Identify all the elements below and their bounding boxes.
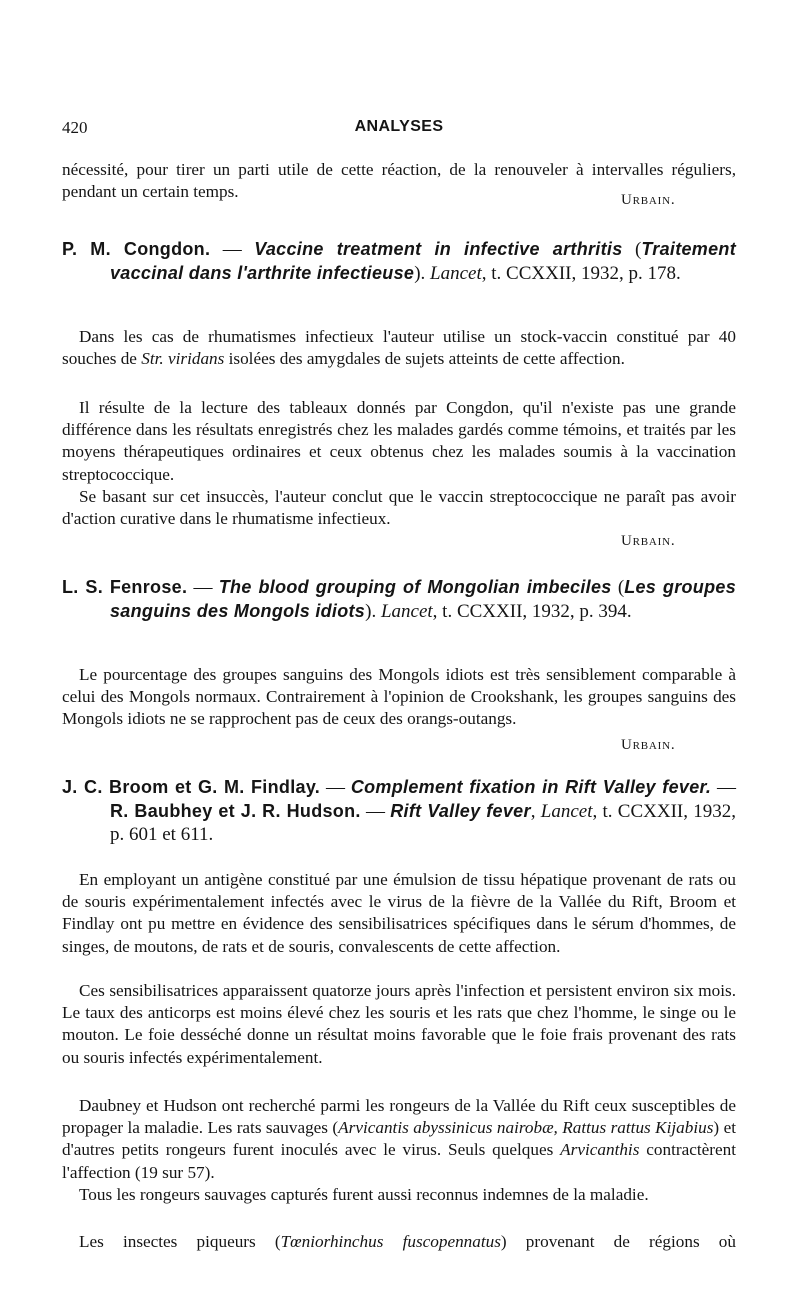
- running-header: [62, 118, 736, 144]
- signature: Urbain.: [621, 192, 676, 208]
- reference-heading: [62, 576, 736, 623]
- article-title: Rift Valley fever: [390, 800, 531, 821]
- article-title-translation: Les groupes sanguins des Mongols idiots: [110, 577, 737, 621]
- journal-name: Lancet: [540, 800, 593, 822]
- author-names: R. Baubhey et J. R. Hudson.: [110, 800, 361, 821]
- article-title-translation: Traitement vaccinal dans l'arthrite infectieuse: [110, 239, 737, 283]
- section-title: ANALYSES: [354, 118, 444, 135]
- journal-name: Lancet: [380, 600, 433, 622]
- author-names: L. S. Fenrose.: [62, 577, 188, 597]
- body-paragraph: Dans les cas de rhumatismes infectieux l'auteur utilise un stock-vaccin constitué par 40 souches de Str. viridans isolées des amygdales de sujets atteints de cette affection.: [62, 327, 736, 369]
- dash: —: [210, 239, 255, 260]
- article-title: Complement fixation in Rift Valley fever.: [350, 777, 712, 797]
- author-names: P. M. Congdon.: [62, 239, 211, 259]
- body-paragraph: Daubney et Hudson ont recherché parmi les rongeurs de la Vallée du Rift ceux susceptibles de propager la maladie. Les rats sauvages (Arvicantis abyssinicus nairobæ, Rattus rattus Kijabius) et d'autres petits rongeurs furent inoculés avec le virus. Seuls quelques Arvicanthis contractèrent l'affection (19 sur 57).: [62, 1096, 736, 1182]
- citation: , t. CCXXII, 1932, p. 601 et 611.: [110, 800, 737, 845]
- page-number: 420: [62, 118, 88, 137]
- continued-paragraph: nécessité, pour tirer un parti utile de cette réaction, de la renouveler à intervalles réguliers, pendant un certain temps.: [62, 160, 736, 202]
- species-name: Arvicanthis: [560, 1140, 640, 1160]
- body-paragraph: Tous les rongeurs sauvages capturés furent aussi reconnus indemnes de la maladie.: [79, 1185, 649, 1204]
- dash: —: [320, 777, 351, 798]
- signature: Urbain.: [621, 533, 676, 549]
- reference-heading: [62, 238, 736, 285]
- species-name: Tœniorhinchus fuscopennatus: [280, 1232, 501, 1251]
- reference-heading: [62, 776, 736, 847]
- signature: Urbain.: [621, 737, 676, 753]
- journal-name: Lancet: [430, 262, 482, 284]
- species-name: Str. viridans: [141, 349, 225, 369]
- citation: , t. CCXXII, 1932, p. 394.: [432, 600, 632, 622]
- separator: ,: [530, 800, 541, 822]
- body-paragraph: Le pourcentage des groupes sanguins des Mongols idiots est très sensiblement comparable à celui des Mongols normaux. Contrairement à l'opinion de Crookshank, les groupes sanguins des Mongols idiots ne se rapprochent pas de ceux des orangs-outangs.: [62, 665, 736, 729]
- paren-open: (: [611, 577, 625, 598]
- paren-open: (: [622, 239, 642, 260]
- body-paragraph: Les insectes piqueurs (Tœniorhinchus fuscopennatus) provenant de régions où: [79, 1232, 736, 1251]
- article-title: Vaccine treatment in infective arthritis: [254, 239, 623, 259]
- citation: , t. CCXXII, 1932, p. 178.: [481, 262, 681, 284]
- body-paragraph: Se basant sur cet insuccès, l'auteur conclut que le vaccin streptococcique ne paraît pas avoir d'action curative dans le rhumatisme infectieux.: [62, 487, 736, 529]
- author-names: J. C. Broom et G. M. Findlay.: [62, 777, 321, 797]
- dash: —: [711, 777, 736, 798]
- body-paragraph: En employant un antigène constitué par une émulsion de tissu hépatique provenant de rats ou de souris expérimentalement infectés avec le virus de la fièvre de la Vallée du Rift, Broom et Findlay ont pu mettre en évidence des sensibilisatrices spécifiques dans le sérum d'hommes, de singes, de moutons, de rats et de souris, convalescents de cette affection.: [62, 870, 736, 956]
- paren-close: ).: [365, 600, 377, 622]
- dash: —: [187, 577, 219, 598]
- article-title: The blood grouping of Mongolian imbeciles: [218, 577, 612, 597]
- species-name: Arvicantis abyssinicus nairobæ, Rattus rattus Kijabius: [338, 1118, 714, 1138]
- body-paragraph: Ces sensibilisatrices apparaissent quatorze jours après l'infection et persistent environ six mois. Le taux des anticorps est moins élevé chez les souris et les rats que chez l'homme, le singe ou le mouton. Le foie desséché donne un résultat moins favorable que le foie frais provenant des rats ou souris infectés expérimentalement.: [62, 981, 736, 1067]
- paren-close: ).: [414, 262, 426, 284]
- dash: —: [360, 800, 391, 822]
- body-paragraph: Il résulte de la lecture des tableaux donnés par Congdon, qu'il n'existe pas une grande différence dans les résultats enregistrés chez les malades gardés comme témoins, et traités par les moyens thérapeutiques ordinaires et ceux obtenus chez les malades soumis à la vaccination streptococcique.: [62, 398, 736, 484]
